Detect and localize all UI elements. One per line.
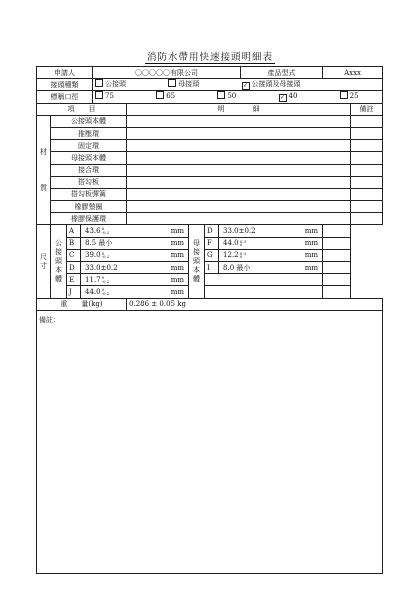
material-item: 橡膠保護環 <box>51 213 127 225</box>
material-row <box>37 127 383 139</box>
material-item: 推壓環 <box>51 127 127 139</box>
weight-label: 重 量(kg) <box>37 298 127 310</box>
checkbox-icon[interactable] <box>217 91 225 99</box>
material-detail[interactable] <box>127 127 351 139</box>
dimension-row <box>37 286 383 298</box>
applicant-value[interactable]: 〇〇〇〇〇有限公司 <box>93 67 241 79</box>
checked-checkbox-icon[interactable]: ✓ <box>279 94 286 102</box>
material-item: 母接頭本體 <box>51 152 127 164</box>
dimension-row <box>37 274 383 286</box>
dimension-row <box>37 249 383 261</box>
joint-option-both[interactable]: ✓ 公接頭及母接頭 <box>242 80 301 90</box>
material-note[interactable] <box>351 213 383 225</box>
male-dimension-cell[interactable]: C 39.0 0 -0.2 mm <box>67 249 189 261</box>
dimension-note[interactable] <box>323 262 351 274</box>
joint-type-label: 接頭種類 <box>37 79 93 91</box>
female-dimension-cell[interactable] <box>205 274 323 286</box>
female-body-label: 母 接 頭 本 體 <box>189 225 205 298</box>
material-row <box>37 140 383 152</box>
checkbox-icon[interactable] <box>95 91 103 99</box>
dimension-group-label: 尺 寸 <box>37 225 51 298</box>
male-dimension-cell[interactable]: B 8.5 最小 mm <box>67 237 189 249</box>
dimension-row <box>37 225 383 237</box>
material-item: 接合環 <box>51 164 127 176</box>
checked-checkbox-icon[interactable]: ✓ <box>242 82 249 90</box>
material-group-label: 材 質 <box>37 115 51 225</box>
male-dimension-cell[interactable]: J 44.0 0 -0.2 mm <box>67 286 189 298</box>
dimension-row <box>37 237 383 249</box>
dimension-note[interactable] <box>323 225 351 237</box>
female-dimension-cell[interactable]: D 33.0±0.2 mm <box>205 225 323 237</box>
material-row <box>37 176 383 188</box>
male-dimension-cell[interactable]: D 33.0±0.2 mm <box>67 262 189 274</box>
detail-table <box>36 66 383 574</box>
female-dimension-cell[interactable]: F 44.0 0.3 0 mm <box>205 237 323 249</box>
model-label: 產品型式 <box>241 67 323 79</box>
joint-option-male[interactable]: 公接頭 <box>95 79 126 89</box>
diameter-row <box>37 91 383 103</box>
diameter-options <box>93 91 383 103</box>
joint-type-row <box>37 79 383 91</box>
checkbox-icon[interactable] <box>168 79 176 87</box>
diameter-option-50[interactable]: 50 <box>217 91 236 100</box>
remarks-row <box>37 310 383 573</box>
checkbox-icon[interactable] <box>340 91 348 99</box>
female-dimension-cell[interactable]: G 12.2 0.3 0 mm <box>205 249 323 261</box>
male-body-label: 公 接 頭 本 體 <box>51 225 67 298</box>
material-item: 固定環 <box>51 140 127 152</box>
joint-option-female[interactable]: 母接頭 <box>168 79 199 89</box>
joint-type-options <box>93 79 383 91</box>
material-note[interactable] <box>351 164 383 176</box>
column-header-row <box>37 103 383 115</box>
material-item: 搭勾板彈簧 <box>51 188 127 200</box>
material-row <box>37 213 383 225</box>
diameter-option-75[interactable]: 75 <box>95 91 114 100</box>
material-row <box>37 164 383 176</box>
material-note[interactable] <box>351 176 383 188</box>
material-item: 橡膠墊圈 <box>51 201 127 213</box>
material-row <box>37 152 383 164</box>
checkbox-icon[interactable] <box>95 79 103 87</box>
material-note[interactable] <box>351 140 383 152</box>
dimension-row <box>37 262 383 274</box>
female-dimension-cell[interactable]: I 8.0 最小 mm <box>205 262 323 274</box>
remarks-label: 備註： <box>39 315 60 324</box>
material-detail[interactable] <box>127 213 351 225</box>
applicant-row <box>37 67 383 79</box>
material-note[interactable] <box>351 152 383 164</box>
material-detail[interactable] <box>127 201 351 213</box>
material-detail[interactable] <box>127 164 351 176</box>
item-column-header: 項 目 <box>37 103 127 115</box>
dimension-note[interactable] <box>323 286 351 298</box>
note-column-header: 備註 <box>351 103 383 115</box>
diameter-label: 標稱口徑 <box>37 91 93 103</box>
material-note[interactable] <box>351 188 383 200</box>
material-row <box>37 201 383 213</box>
material-row <box>37 188 383 200</box>
applicant-label: 申請人 <box>37 67 93 79</box>
diameter-option-25[interactable]: 25 <box>340 91 359 100</box>
material-detail[interactable] <box>127 188 351 200</box>
material-detail[interactable] <box>127 115 351 127</box>
diameter-option-65[interactable]: 65 <box>156 91 175 100</box>
material-item: 搭勾板 <box>51 176 127 188</box>
dimension-note[interactable] <box>323 274 351 286</box>
female-dimension-cell[interactable] <box>205 286 323 298</box>
weight-row <box>37 298 383 310</box>
material-row <box>37 115 383 127</box>
detail-column-header: 明 細 <box>127 103 351 115</box>
diameter-option-40[interactable]: ✓ 40 <box>279 92 298 102</box>
material-note[interactable] <box>351 201 383 213</box>
weight-value[interactable]: 0.286 ± 0.05 kg <box>127 298 383 310</box>
male-dimension-cell[interactable]: E 11.7 0 -0.2 mm <box>67 274 189 286</box>
remarks-field[interactable] <box>37 310 383 573</box>
form-title: 消防水帶用快速接頭明細表 <box>146 52 273 63</box>
male-dimension-cell[interactable]: A 43.6 0 -0.2 mm <box>67 225 189 237</box>
material-note[interactable] <box>351 127 383 139</box>
dimension-note[interactable] <box>323 249 351 261</box>
material-detail[interactable] <box>127 152 351 164</box>
model-value[interactable]: Axxx <box>323 67 383 79</box>
checkbox-icon[interactable] <box>156 91 164 99</box>
material-note[interactable] <box>351 115 383 127</box>
dimension-note[interactable] <box>323 237 351 249</box>
material-item: 公接頭本體 <box>51 115 127 127</box>
material-detail[interactable] <box>127 176 351 188</box>
material-detail[interactable] <box>127 140 351 152</box>
